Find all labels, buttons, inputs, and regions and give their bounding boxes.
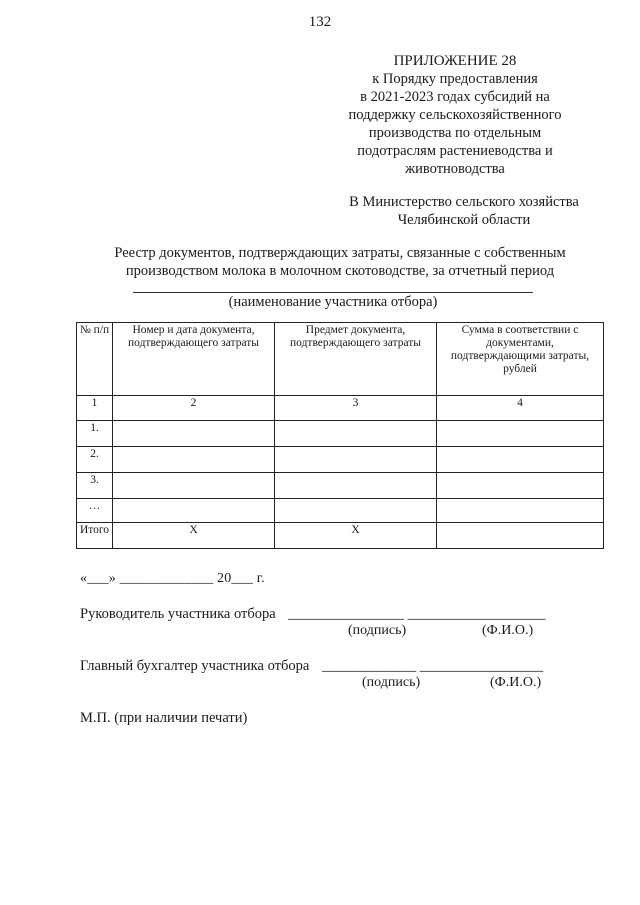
total-amount-cell[interactable] bbox=[437, 523, 604, 549]
doc-number-cell[interactable] bbox=[113, 421, 275, 447]
amount-cell[interactable] bbox=[437, 447, 604, 473]
total-doc-subject-cell: Х bbox=[275, 523, 437, 549]
column-number: 4 bbox=[437, 396, 604, 421]
head-name-caption: (Ф.И.О.) bbox=[482, 623, 534, 638]
accountant-signature-caption: (подпись) bbox=[362, 675, 421, 690]
row-number: 3. bbox=[77, 473, 113, 499]
doc-number-cell[interactable] bbox=[113, 447, 275, 473]
document-title bbox=[80, 244, 600, 280]
head-signature-label: Руководитель участника отбора bbox=[80, 606, 276, 622]
table-row bbox=[77, 473, 604, 499]
header-cell-amount: Сумма в соответствии с документами, подтверждающими затраты, рублей bbox=[437, 323, 604, 396]
row-number: 2. bbox=[77, 447, 113, 473]
column-number: 2 bbox=[113, 396, 275, 421]
row-number: … bbox=[77, 499, 113, 523]
appendix-line: к Порядку предоставления bbox=[372, 71, 538, 87]
table-row bbox=[77, 421, 604, 447]
doc-number-cell[interactable] bbox=[113, 499, 275, 523]
column-number: 3 bbox=[275, 396, 437, 421]
participant-name-line[interactable] bbox=[133, 292, 533, 293]
header-cell-doc-subject: Предмет документа, подтверждающего затраты bbox=[275, 323, 437, 396]
table-header-row bbox=[77, 323, 604, 396]
recipient-line: Челябинской области bbox=[397, 212, 531, 228]
header-cell-doc-number-date: Номер и дата документа, подтверждающего затраты bbox=[113, 323, 275, 396]
recipient-block bbox=[330, 193, 598, 229]
table-row bbox=[77, 499, 604, 523]
amount-cell[interactable] bbox=[437, 421, 604, 447]
doc-subject-cell[interactable] bbox=[275, 447, 437, 473]
appendix-line: поддержку сельскохозяйственного bbox=[348, 107, 562, 123]
participant-name-caption: (наименование участника отбора) bbox=[228, 294, 438, 310]
appendix-header bbox=[330, 52, 580, 178]
appendix-line: животноводства bbox=[405, 161, 505, 177]
accountant-signature-label: Главный бухгалтер участника отбора bbox=[80, 658, 310, 674]
doc-number-cell[interactable] bbox=[113, 473, 275, 499]
head-signature-blanks[interactable]: ________________ ___________________ bbox=[288, 606, 546, 622]
accountant-name-caption: (Ф.И.О.) bbox=[490, 675, 542, 690]
amount-cell[interactable] bbox=[437, 473, 604, 499]
accountant-signature-blanks[interactable]: _____________ _________________ bbox=[322, 658, 544, 674]
total-doc-number-cell: Х bbox=[113, 523, 275, 549]
document-title-line: Реестр документов, подтверждающих затраты, связанные с собственным bbox=[114, 245, 566, 261]
header-cell-number: № п/п bbox=[77, 323, 113, 396]
doc-subject-cell[interactable] bbox=[275, 421, 437, 447]
page-number: 132 bbox=[308, 14, 332, 30]
appendix-line: в 2021-2023 годах субсидий на bbox=[360, 89, 550, 105]
total-row bbox=[77, 523, 604, 549]
table-row bbox=[77, 447, 604, 473]
head-signature-caption: (подпись) bbox=[348, 623, 407, 638]
stamp-note: М.П. (при наличии печати) bbox=[80, 710, 248, 726]
recipient-line: В Министерство сельского хозяйства bbox=[349, 194, 579, 210]
column-numbering-row bbox=[77, 396, 604, 421]
appendix-title: ПРИЛОЖЕНИЕ 28 bbox=[393, 53, 517, 69]
doc-subject-cell[interactable] bbox=[275, 473, 437, 499]
row-number: 1. bbox=[77, 421, 113, 447]
register-table bbox=[76, 322, 604, 549]
doc-subject-cell[interactable] bbox=[275, 499, 437, 523]
appendix-line: подотраслям растениеводства и bbox=[357, 143, 553, 159]
appendix-line: производства по отдельным bbox=[368, 125, 542, 141]
document-title-line: производством молока в молочном скотоводстве, за отчетный период bbox=[125, 263, 555, 279]
amount-cell[interactable] bbox=[437, 499, 604, 523]
column-number: 1 bbox=[77, 396, 113, 421]
total-label: Итого bbox=[77, 523, 113, 549]
date-line[interactable]: «___» _____________ 20___ г. bbox=[80, 571, 265, 586]
